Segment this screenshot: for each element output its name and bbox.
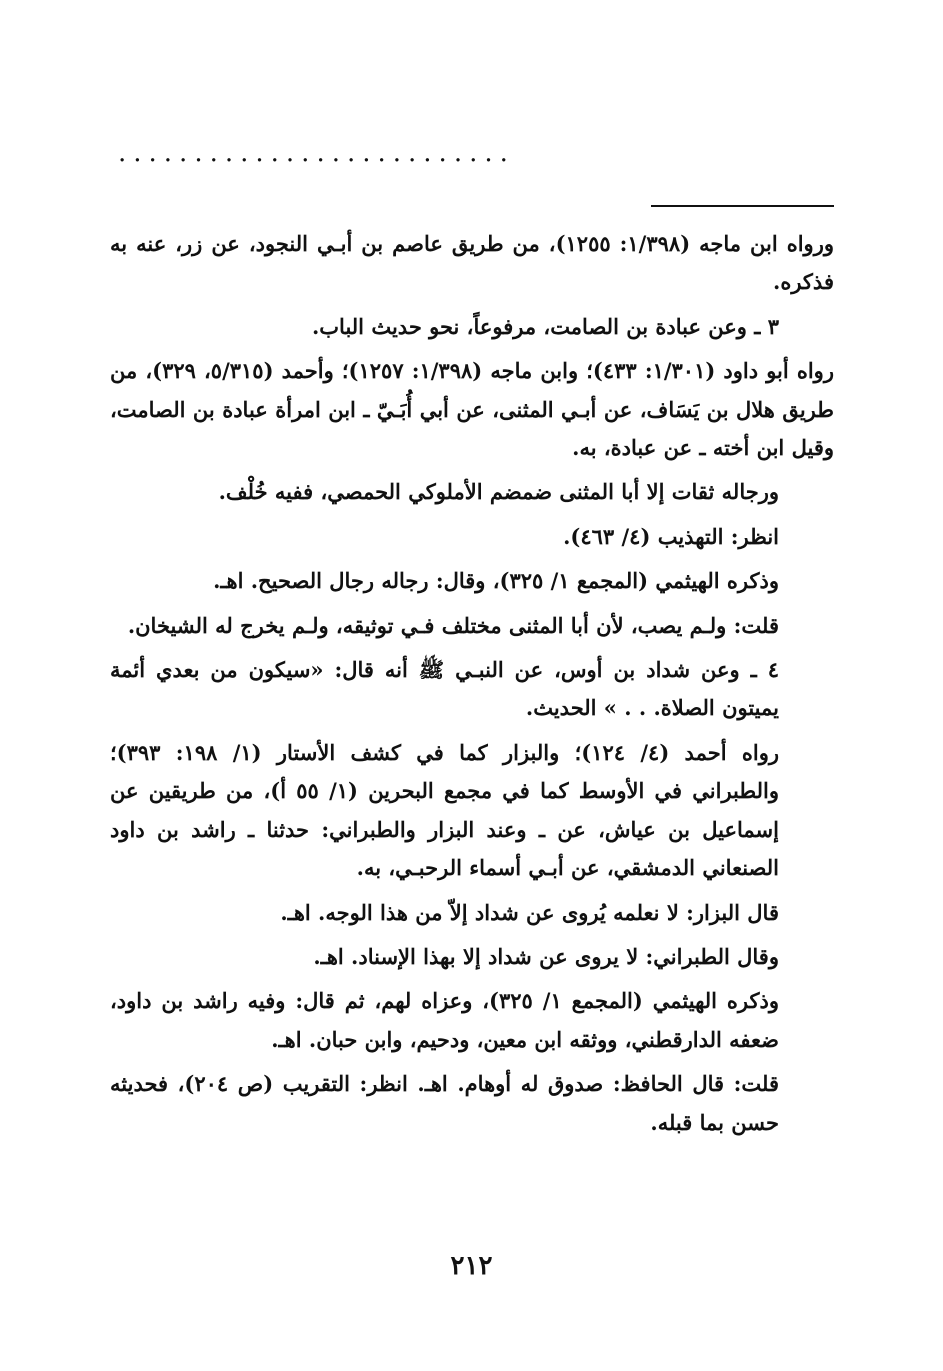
paragraph-tahdhib: انظر: التهذيب (٤/ ٤٦٣). bbox=[563, 523, 779, 549]
paragraph-comment-1: قلت: ولـم يصب، لأن أبا المثنى مختلف فـي توثيقه، ولـم يخرج له الشيخان. bbox=[127, 612, 779, 638]
footnote-rule bbox=[651, 205, 834, 207]
paragraph-ibn-majah: ورواه ابن ماجه (١/٣٩٨: ١٢٥٥)، من طريق عاصم بن أبـي النجود، عن زر، عنه به فذكره. bbox=[110, 231, 834, 295]
paragraph-tabarani: وقال الطبراني: لا يروى عن شداد إلا بهذا الإسناد. اهـ. bbox=[313, 943, 779, 969]
paragraph-bazzar: قال البزار: لا نعلمه يُروى عن شداد إلاّ من هذا الوجه. اهـ. bbox=[280, 899, 779, 925]
paragraph-haythami-2: وذكره الهيثمي (المجمع ١/ ٣٢٥)، وعزاه لهم، ثم قال: وفيه راشد بن داود، ضعفه الدارقطني، ووثقه ابن معين، ودحيم، وابن حبان. اهـ. bbox=[110, 988, 779, 1052]
footnote-body bbox=[110, 225, 834, 1148]
paragraph-hadith-3: ٣ ـ وعن عبادة بن الصامت، مرفوعاً، نحو حديث الباب. bbox=[311, 313, 779, 339]
paragraph-hadith-4: ٤ ـ وعن شداد بن أوس، عن النبـي ﷺ أنه قال: «سيكون من بعدي أئمة يميتون الصلاة. . . » الحديث. bbox=[110, 657, 779, 721]
paragraph-abu-dawud: رواه أبو داود (١/٣٠١: ٤٣٣)؛ وابن ماجه (١/٣٩٨: ١٢٥٧)؛ وأحمد (٥/٣١٥، ٣٢٩)، من طريق هلال بن يَسَاف، عن أبـي المثنى، عن أبي أُبَـيّ ـ ابن امرأة عبادة بن الصامت، وقيل ابن أخته ـ عن عبادة، به. bbox=[110, 358, 834, 461]
top-dotted-separator: .......................... bbox=[118, 138, 515, 168]
page-number: ٢١٢ bbox=[450, 1251, 493, 1281]
paragraph-ahmad: رواه أحمد (٤/ ١٢٤)؛ والبزار كما في كشف الأستار (١/ ١٩٨: ٣٩٣)؛ والطبراني في الأوسط كما في مجمع البحرين (١/ ٥٥ أ)، من طريقين عن إسماعيل بن عياش، عن ـ وعند البزار والطبراني: حدثنا ـ راشد بن داود الصنعاني الدمشقي، عن أبـي أسماء الرحبـي، به. bbox=[110, 739, 779, 881]
paragraph-haythami-1: وذكره الهيثمي (المجمع ١/ ٣٢٥)، وقال: رجاله رجال الصحيح. اهـ. bbox=[213, 568, 779, 594]
paragraph-narrators: ورجاله ثقات إلا أبا المثنى ضمضم الأملوكي الحمصي، ففيه خُلْف. bbox=[218, 479, 779, 505]
paragraph-comment-2: قلت: قال الحافظ: صدوق له أوهام. اهـ. انظر: التقريب (ص ٢٠٤)، فحديثه حسن بما قبله. bbox=[110, 1071, 779, 1135]
